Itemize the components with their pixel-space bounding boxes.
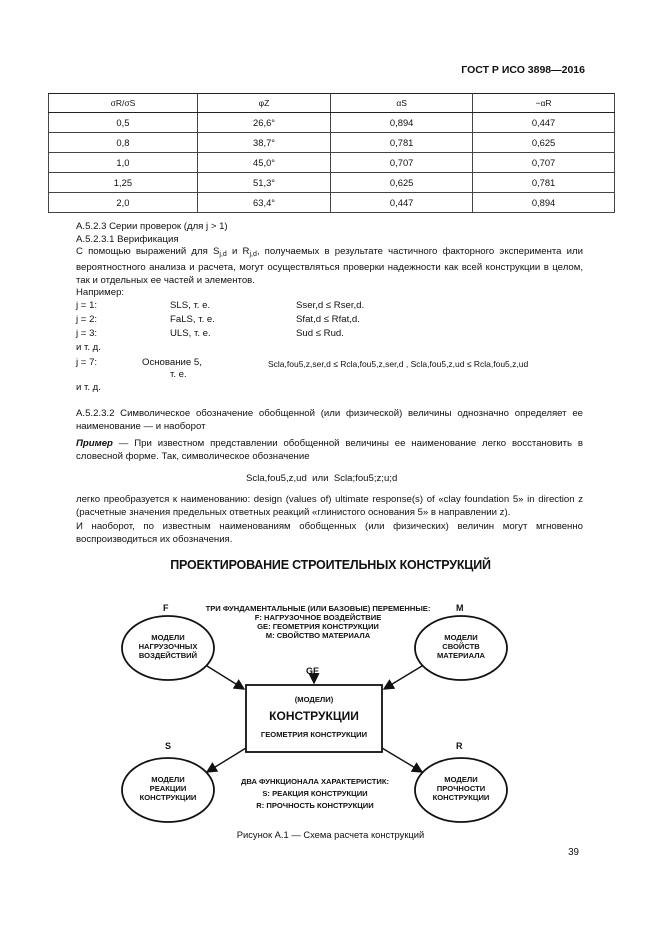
arrow-m-to-center [384,666,422,689]
letter-r: R [456,741,463,751]
section-verification: A.5.2.3.1 Верификация [76,234,179,245]
ex-j3: j = 3: [76,328,98,339]
example-paragraph: Пример — При известном представлении обобщенной величины ее наименование легко восстановить в словесной форме. Так, символическое обозначение [76,438,583,462]
figure-caption: Рисунок A.1 — Схема расчета конструкций [236,829,425,840]
ex-fals: FaLS, т. е. [170,314,215,325]
reverse-paragraph: И наоборот, по известным наименованиям обобщенных (или физических) величин могут мгновенно воспроизводиться их обозначения. [76,521,583,545]
label-s: МОДЕЛИ РЕАКЦИИ КОНСТРУКЦИИ [139,775,197,802]
letter-m: M [456,603,464,613]
table-header: −αR [473,94,615,113]
table-row: 2,0 63,4° 0,447 0,894 [49,193,615,213]
letter-ge: GE [306,666,320,676]
ex-base5: Основание 5, [142,357,202,368]
ex-j1: j = 1: [76,300,98,311]
ex-etc-2: и т. д. [76,382,101,393]
table-row: 0,5 26,6° 0,894 0,447 [49,113,615,133]
ex-j7: j = 7: [76,357,98,368]
document-header: ГОСТ Р ИСО 3898—2016 [461,64,585,76]
center-main: КОНСТРУКЦИИ [269,709,359,723]
table-row: 0,8 38,7° 0,781 0,625 [49,133,615,153]
section-a5231: A.5.2.3 Серии проверок (для j > 1) [76,221,228,232]
conversion-paragraph: легко преобразуется к наименованию: design (values of) ultimate response(s) of «clay foundation 5» in direction z (расчетные значения предельных ответных реакций «глинистого основания 5» в направлении z). [76,494,583,518]
example-lead: Например: [76,287,125,298]
ex-formula-3: Sud ≤ Rud. [296,328,344,339]
section-a5232: A.5.2.3.2 Символическое обозначение обобщенной (или физической) величины однозначно определяет ее наименование — и наоборот [76,408,583,432]
symbol-line: Scla,fou5,z,ud или Scla;fou5;z;u;d [246,473,398,484]
ex-formula-2: Sfat,d ≤ Rfat,d. [296,314,360,325]
arrow-center-to-s [207,748,246,772]
ex-sls: SLS, т. е. [170,300,211,311]
arrow-center-to-r [382,748,422,772]
center-bottom: ГЕОМЕТРИЯ КОНСТРУКЦИИ [260,730,368,739]
paragraph-verification: С помощью выражений для $S_{j,d}$ и $R_{j,d}$, получаемых в результате частичного факторного эксперимента или вероятностного анализа и расчета, могут осуществляться проверки надежности как всей конструкции в целом, так и отдельных ее частей и элементов. [76,246,583,286]
page-number: 39 [568,847,579,858]
ex-formula-7: Scla,fou5,z,ser,d ≤ Rcla,fou5,z,ser,d , Scla,fou5,z,ud ≤ Rcla,fou5,z,ud [268,359,529,369]
table-header: αS [331,94,473,113]
label-f: МОДЕЛИ НАГРУЗОЧНЫХ ВОЗДЕЙСТВИЙ [138,633,198,660]
table-row: 1,25 51,3° 0,625 0,781 [49,173,615,193]
diagram-title: ПРОЕКТИРОВАНИЕ СТРОИТЕЛЬНЫХ КОНСТРУКЦИЙ [170,558,491,572]
bottom-functionals: ДВА ФУНКЦИОНАЛА ХАРАКТЕРИСТИК: S: РЕАКЦИЯ КОНСТРУКЦИИ R: ПРОЧНОСТЬ КОНСТРУКЦИИ [240,777,390,810]
ex-te: т. е. [170,369,187,380]
arrow-f-to-center [207,666,244,689]
table-row: 1,0 45,0° 0,707 0,707 [49,153,615,173]
coefficients-table [48,93,615,213]
ex-uls: ULS, т. е. [170,328,211,339]
table-header: σR/σS [49,94,198,113]
ex-j2: j = 2: [76,314,98,325]
letter-f: F [163,603,169,613]
center-top: (МОДЕЛИ) [294,695,334,704]
ex-etc: и т. д. [76,342,101,353]
label-m: МОДЕЛИ СВОЙСТВ МАТЕРИАЛА [436,633,486,660]
label-r: МОДЕЛИ ПРОЧНОСТИ КОНСТРУКЦИИ [432,775,490,802]
letter-s: S [165,741,172,751]
table-header: φZ [197,94,330,113]
top-variables: ТРИ ФУНДАМЕНТАЛЬНЫЕ (ИЛИ БАЗОВЫЕ) ПЕРЕМЕННЫЕ: F: НАГРУЗОЧНОЕ ВОЗДЕЙСТВИЕ GE: ГЕОМЕТРИЯ КОНСТРУКЦИИ M: СВОЙСТВО МАТЕРИАЛА [205,604,431,640]
ex-formula-1: Sser,d ≤ Rser,d. [296,300,365,311]
